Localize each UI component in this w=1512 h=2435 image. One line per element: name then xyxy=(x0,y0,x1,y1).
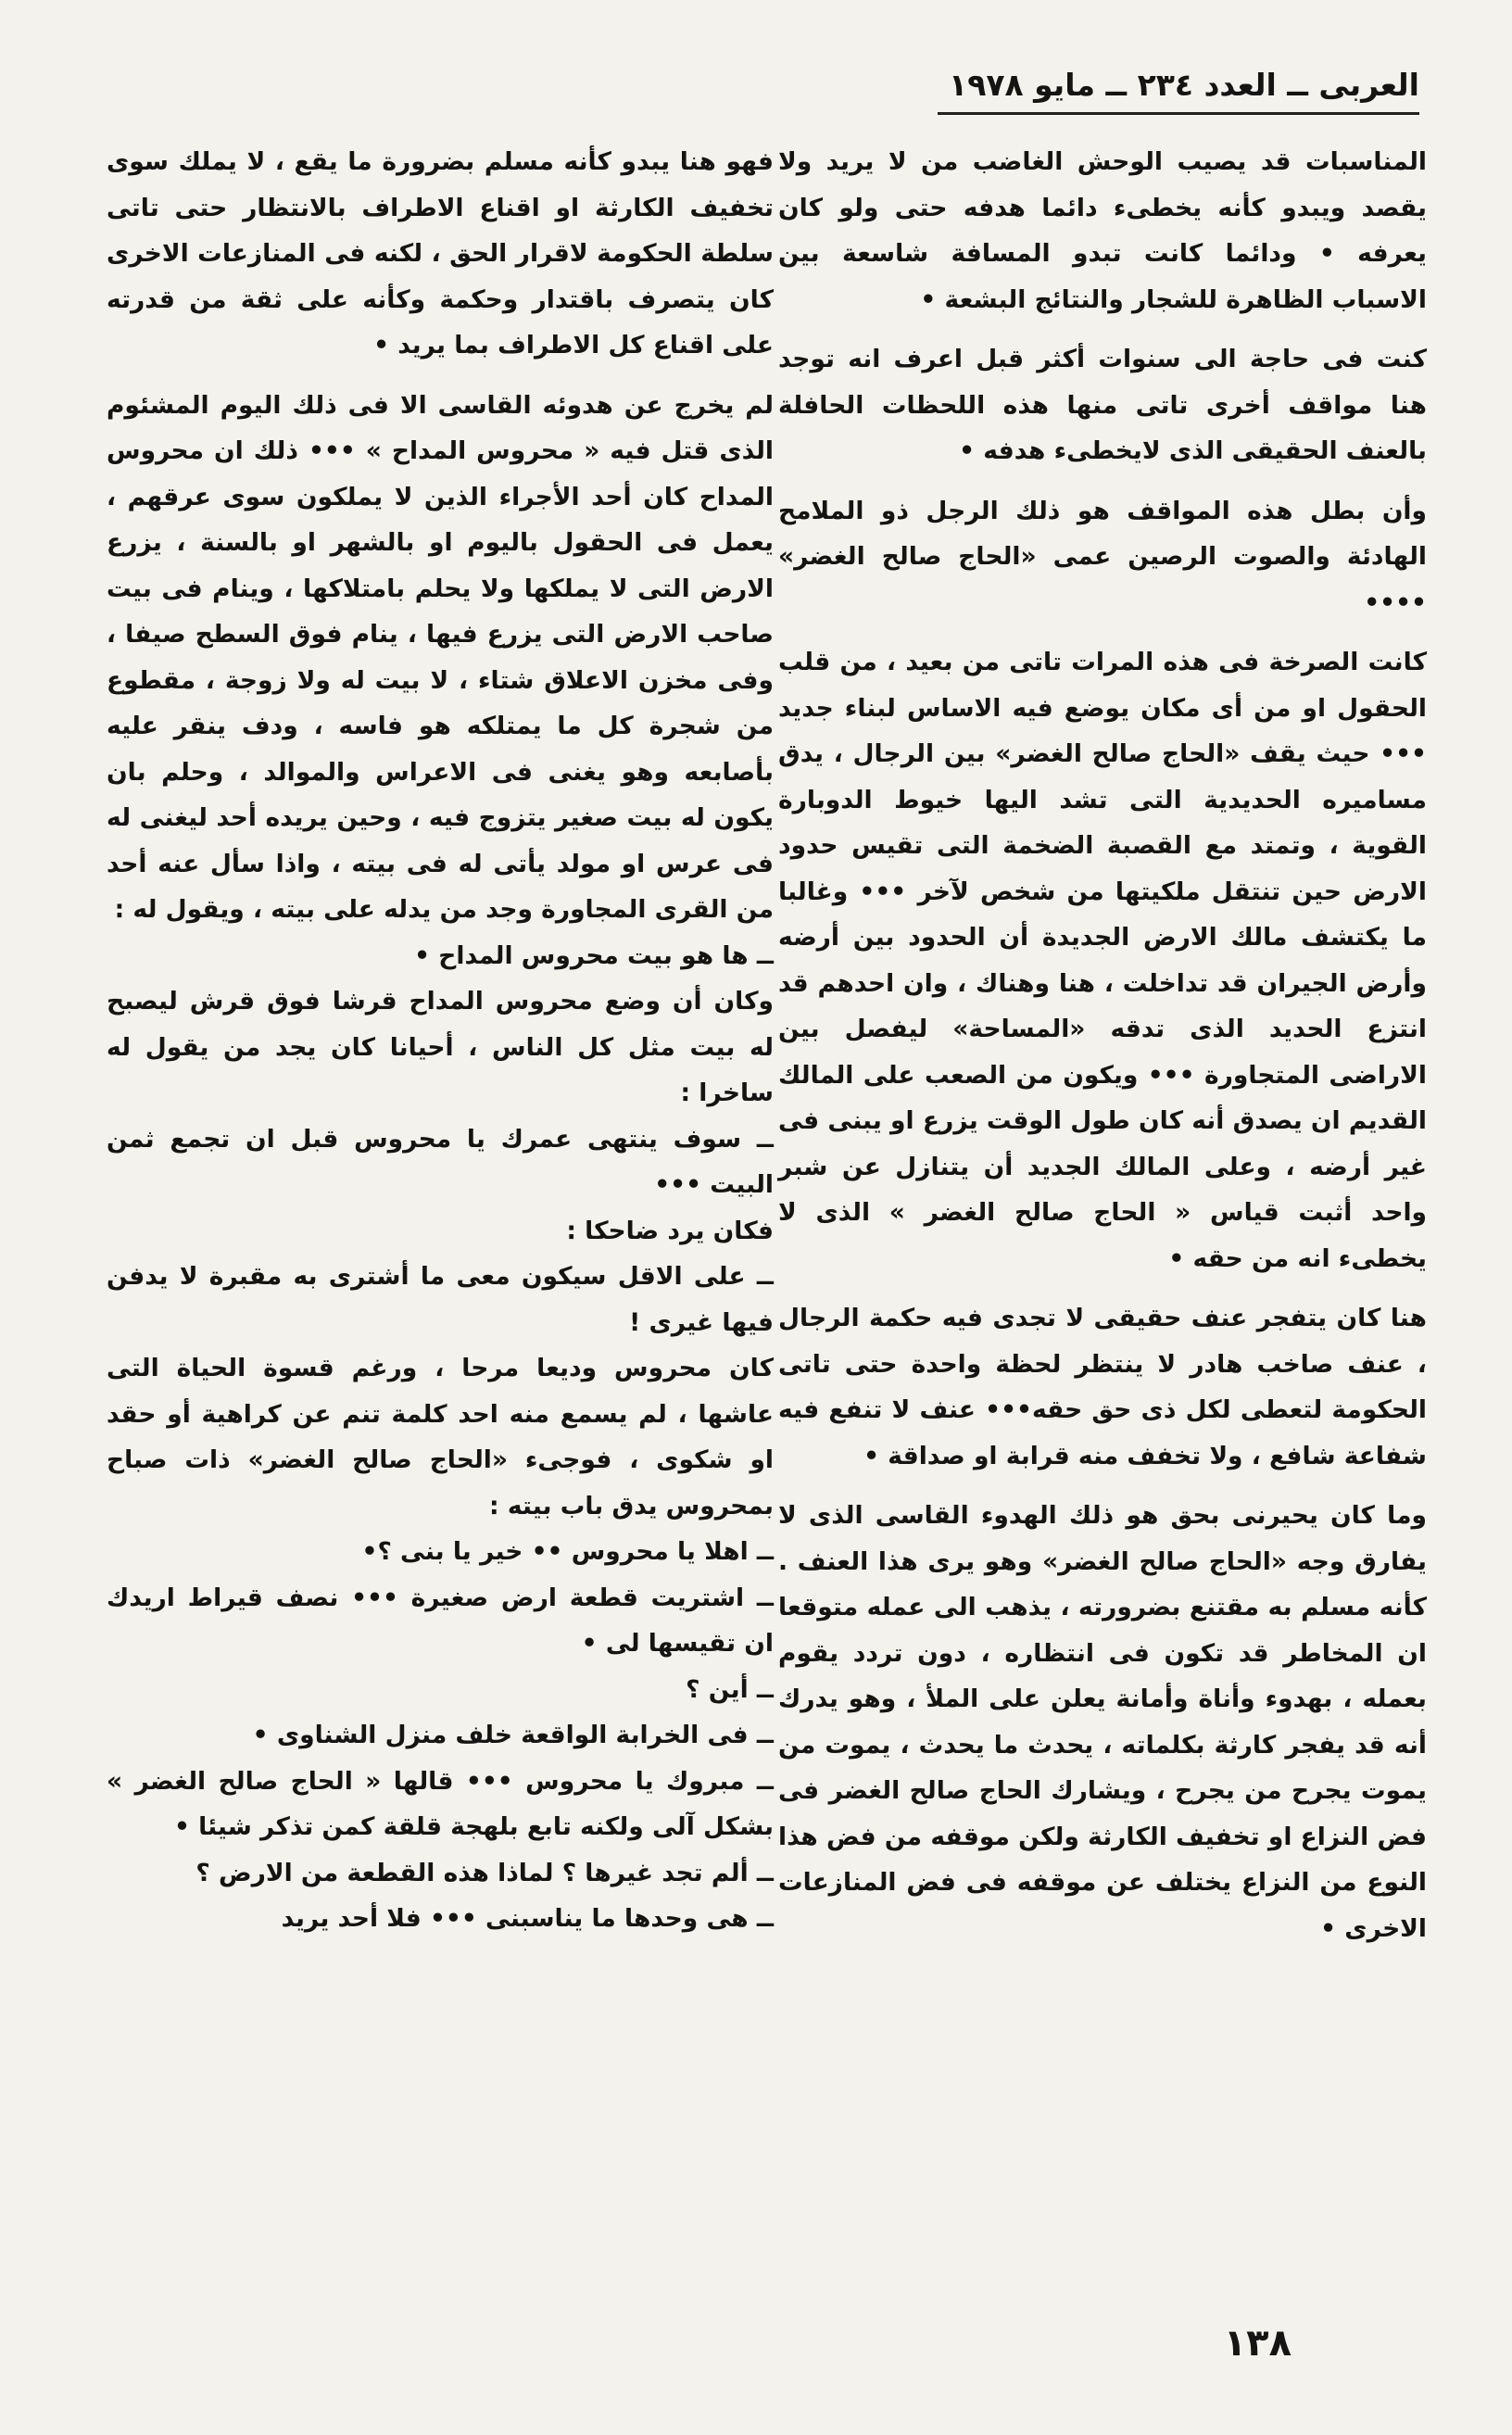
right-column xyxy=(778,139,1427,1965)
paragraph: لم يخرج عن هدوئه القاسى الا فى ذلك اليوم المشئوم الذى قتل فيه « محروس المداح » ••• ذلك ان محروس المداح كان أحد الأجراء الذين لا يملكون سوى عرقهم ، يعمل فى الحقول باليوم او بالشهر او بالسنة ، يزرع الارض التى لا يملكها ولا يحلم بامتلاكها ، وينام فى بيت صاحب الارض التى يزرع فيها ، ينام فوق السطح صيفا ، وفى مخزن الاعلاق شتاء ، لا بيت له ولا زوجة ، مقطوع من شجرة كل ما يمتلكه هو فاسه ، ودف ينقر عليه بأصابعه وهو يغنى فى الاعراس والموالد ، وحلم بان يكون له بيت صغير يتزوج فيه ، وحين يريده أحد ليغنى له فى عرس او مولد يأتى له فى بيته ، واذا سأل عنه أحد من القرى المجاورة وجد من يدله على بيته ، ويقول له : xyxy=(107,390,774,924)
dialogue-line: ــ على الاقل سيكون معى ما أشترى به مقبرة لا يدفن فيها غيرى ! xyxy=(107,1262,774,1337)
paragraph: وكان أن وضع محروس المداح قرشا فوق قرش ليصبح له بيت مثل كل الناس ، أحيانا كان يجد من يقول له ساخرا : xyxy=(107,987,774,1107)
paragraph: وأن بطل هذه المواقف هو ذلك الرجل ذو الملامح الهادئة والصوت الرصين عمى «الحاج صالح الغضر» •••• xyxy=(778,496,1427,617)
paragraph: فهو هنا يبدو كأنه مسلم بضرورة ما يقع ، لا يملك سوى تخفيف الكارثة او اقناع الاطراف بالانتظار حتى تاتى سلطة الحكومة لاقرار الحق ، لكنه فى المنازعات الاخرى كان يتصرف باقتدار وحكمة وكأنه على ثقة من قدرته على اقناع كل الاطراف بما يريد • xyxy=(107,147,774,360)
paragraph: كانت الصرخة فى هذه المرات تاتى من بعيد ، من قلب الحقول او من أى مكان يوضع فيه الاساس لبناء جديد ••• حيث يقف «الحاج صالح الغضر» بين الرجال ، يدق مساميره الحديدية التى تشد اليها خيوط الدوبارة القوية ، وتمتد مع القصبة الضخمة التى تقيس حدود الارض حين تنتقل ملكيتها من شخص لآخر ••• وغالبا ما يكتشف مالك الارض الجديدة أن الحدود بين أرضه وأرض الجيران قد تداخلت ، هنا وهناك ، وان احدهم قد انتزع الحديد الذى تدقه «المساحة» ليفصل بين الاراضى المتجاورة ••• ويكون من الصعب على المالك القديم ان يصدق أنه كان طول الوقت يزرع او يبنى فى غير أرضه ، وعلى المالك الجديد أن يتنازل عن شبر واحد أثبت قياس « الحاج صالح الغضر » الذى لا يخطىء انه من حقه • xyxy=(778,648,1427,1273)
paragraph: فكان يرد ضاحكا : xyxy=(566,1216,774,1245)
paragraph: المناسبات قد يصيب الوحش الغاضب من لا يريد ولا يقصد ويبدو كأنه يخطىء دائما هدفه حتى ولو كان يعرفه • ودائما كانت تبدو المسافة شاسعة بين الاسباب الظاهرة للشجار والنتائج البشعة • xyxy=(778,147,1427,314)
left-column xyxy=(107,139,774,1942)
running-header: العربى ــ العدد ٢٣٤ ــ مايو ١٩٧٨ xyxy=(938,67,1419,115)
paragraph: كنت فى حاجة الى سنوات أكثر قبل اعرف انه توجد هنا مواقف أخرى تاتى منها هذه اللحظات الحافلة بالعنف الحقيقى الذى لايخطىء هدفه • xyxy=(778,345,1427,465)
dialogue-line: ــ ها هو بيت محروس المداح • xyxy=(414,940,774,970)
dialogue-line: ــ سوف ينتهى عمرك يا محروس قبل ان تجمع ثمن البيت ••• xyxy=(107,1124,774,1199)
paragraph: وما كان يحيرنى بحق هو ذلك الهدوء القاسى الذى لا يفارق وجه «الحاج صالح الغضر» وهو يرى هذا العنف . كأنه مسلم به مقتنع بضرورته ، يذهب الى عمله متوقعا ان المخاطر قد تكون فى انتظاره ، دون تردد يقوم بعمله ، بهدوء وأناة وأمانة يعلن على الملأ ، وهو يدرك أنه قد يفجر كارثة بكلماته ، يحدث ما يحدث ، يموت من يموت يجرح من يجرح ، ويشارك الحاج صالح الغضر فى فض النزاع او تخفيف الكارثة ولكن موقفه من فض هذا النوع من النزاع يختلف عن موقفه فى فض المنازعات الاخرى • xyxy=(778,1501,1427,1943)
page-number: ١٣٨ xyxy=(1223,2322,1292,2365)
dialogue-line: ــ أين ؟ xyxy=(686,1674,774,1704)
dialogue-line: ــ اشتريت قطعة ارض صغيرة ••• نصف قيراط اريدك ان تقيسها لى • xyxy=(107,1583,774,1658)
dialogue-line: ــ ألم تجد غيرها ؟ لماذا هذه القطعة من الارض ؟ xyxy=(195,1858,774,1887)
paragraph: كان محروس وديعا مرحا ، ورغم قسوة الحياة التى عاشها ، لم يسمع منه احد كلمة تنم عن كراهية أو حقد او شكوى ، فوجىء «الحاج صالح الغضر» ذات صباح بمحروس يدق باب بيته : xyxy=(107,1354,774,1520)
dialogue-line: ــ هى وحدها ما يناسبنى ••• فلا أحد يريد xyxy=(281,1904,774,1933)
paragraph: هنا كان يتفجر عنف حقيقى لا تجدى فيه حكمة الرجال ، عنف صاخب هادر لا ينتظر لحظة واحدة حتى تاتى الحكومة لتعطى لكل ذى حق حقه••• عنف لا تنفع فيه شفاعة شافع ، ولا تخفف منه قرابة او صداقة • xyxy=(778,1304,1427,1470)
dialogue-line: ــ اهلا يا محروس •• خير يا بنى ؟• xyxy=(361,1537,774,1566)
dialogue-line: ــ مبروك يا محروس ••• قالها « الحاج صالح الغضر » بشكل آلى ولكنه تابع بلهجة قلقة كمن تذكر شيئا • xyxy=(107,1766,774,1841)
dialogue-line: ــ فى الخرابة الواقعة خلف منزل الشناوى • xyxy=(252,1721,774,1749)
